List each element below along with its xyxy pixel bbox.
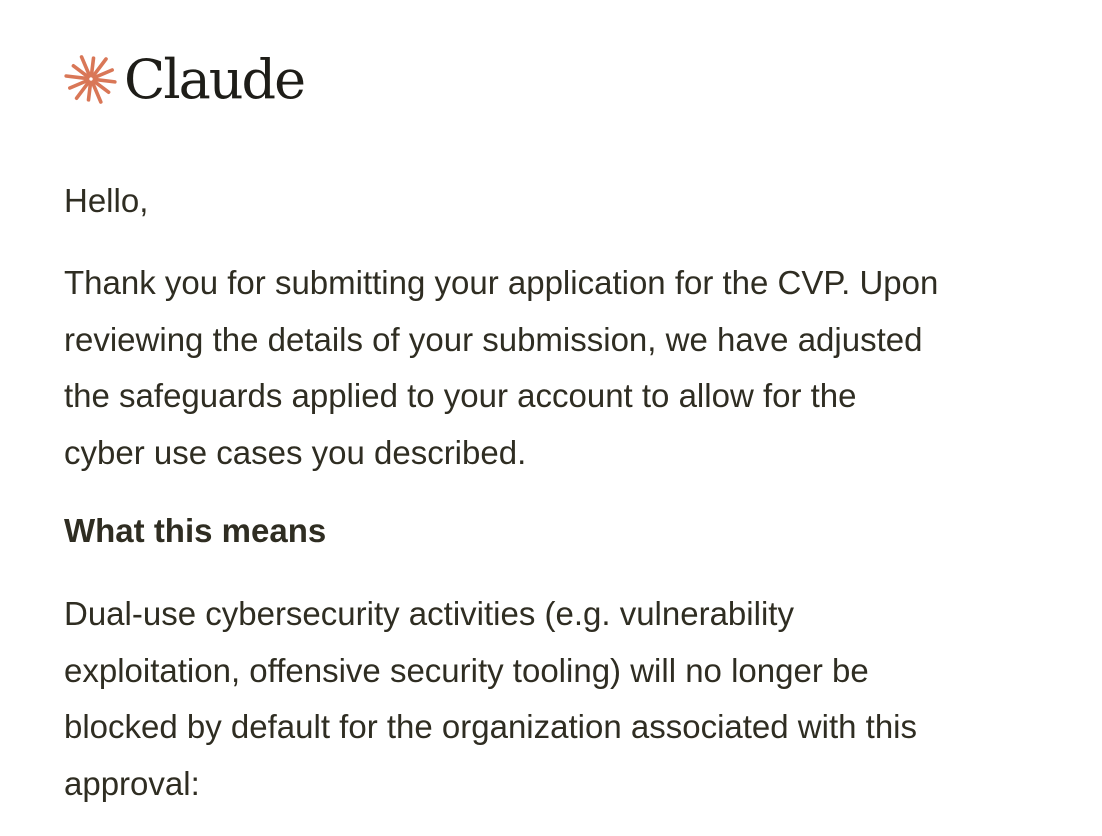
details-paragraph-line: approval: (64, 764, 200, 802)
claude-logo (64, 48, 304, 110)
claude-starburst-icon (64, 52, 118, 106)
starburst-ray (88, 82, 90, 99)
starburst-ray (66, 76, 87, 79)
intro-paragraph-line: the safeguards applied to your account to allow for the (64, 377, 857, 414)
email-greeting: Hello, (64, 182, 149, 219)
intro-paragraph-line: reviewing the details of your submission, we have adjusted (64, 320, 923, 358)
details-paragraph-line: Dual-use cybersecurity activities (e.g. vulnerability (64, 595, 794, 632)
section-heading: What this means (64, 512, 327, 549)
details-paragraph-line: blocked by default for the organization associated with this (64, 708, 918, 745)
details-paragraph-line: exploitation, offensive security tooling) will no longer be (64, 651, 869, 689)
brand-wordmark: Claude (124, 48, 305, 111)
intro-paragraph-line: Thank you for submitting your application for the CVP. Upon (64, 264, 939, 301)
intro-paragraph (64, 255, 1054, 481)
intro-paragraph-line: cyber use cases you described. (64, 433, 527, 471)
starburst-ray (91, 58, 93, 75)
details-paragraph (64, 586, 1054, 812)
starburst-ray (94, 79, 114, 81)
